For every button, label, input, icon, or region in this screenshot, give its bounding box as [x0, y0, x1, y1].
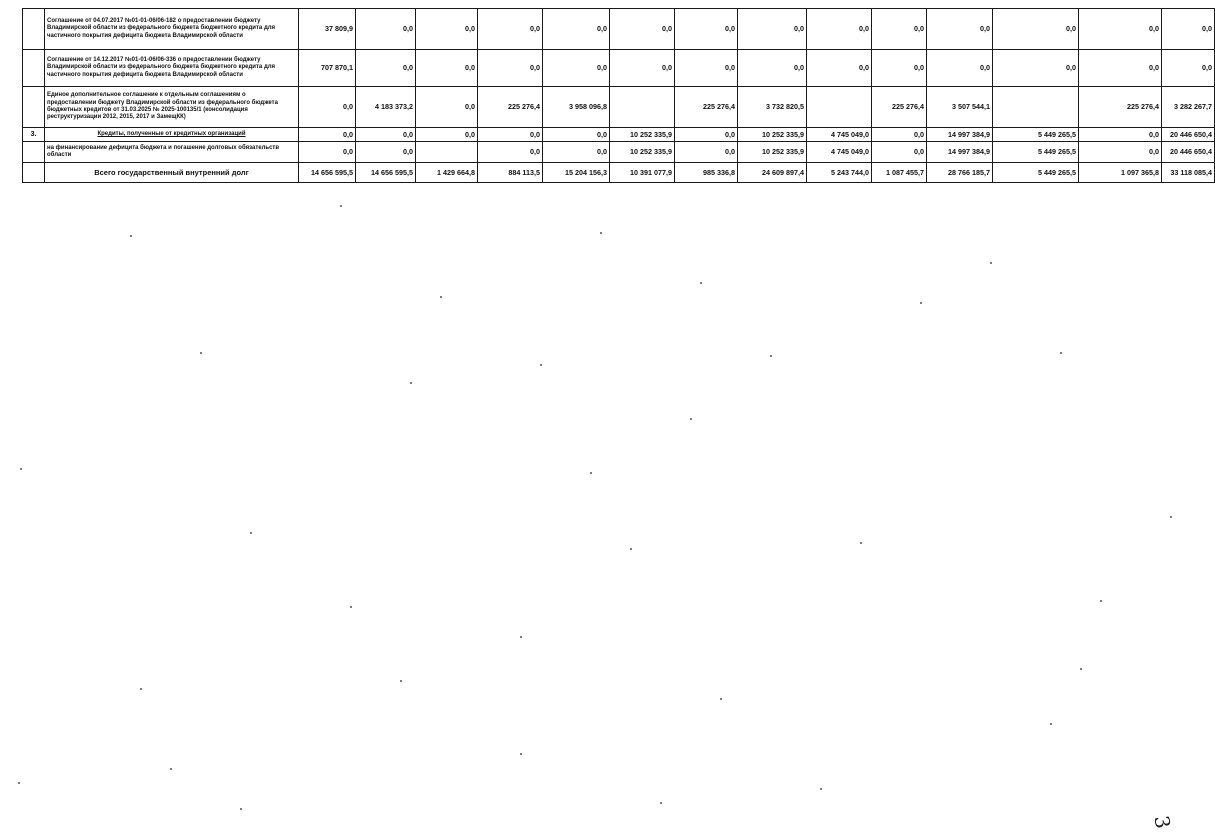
amount-cell: 0,0 [416, 9, 478, 50]
speck [630, 548, 632, 550]
speck [520, 753, 522, 755]
amount-cell: 0,0 [675, 142, 738, 163]
speck [690, 418, 692, 420]
speck [820, 788, 822, 790]
amount-cell: 0,0 [807, 50, 872, 87]
amount-cell: 0,0 [993, 9, 1079, 50]
amount-cell: 0,0 [738, 50, 807, 87]
amount-cell: 0,0 [356, 128, 416, 142]
amount-cell: 14 997 384,9 [927, 128, 993, 142]
amount-cell: 33 118 085,4 [1162, 163, 1215, 183]
amount-cell [993, 87, 1079, 128]
speck [200, 352, 202, 354]
speck [1170, 516, 1172, 518]
amount-cell: 15 204 156,3 [543, 163, 610, 183]
amount-cell: 0,0 [1079, 50, 1162, 87]
amount-cell: 5 449 265,5 [993, 163, 1079, 183]
amount-cell: 707 870,1 [299, 50, 356, 87]
amount-cell: 0,0 [478, 142, 543, 163]
amount-cell: 884 113,5 [478, 163, 543, 183]
speck [590, 472, 592, 474]
table-row [23, 87, 1215, 128]
amount-cell: 14 656 595,5 [299, 163, 356, 183]
row-description-cell: Соглашение от 14.12.2017 №01-01-06/06-336 о предоставлении бюджету Владимирской области из федерального бюджета бюджетного кредита для частичного покрытия дефицита бюджета Владимирской области [45, 50, 299, 87]
speck [660, 802, 662, 804]
amount-cell: 0,0 [1079, 9, 1162, 50]
amount-cell: 4 183 373,2 [356, 87, 416, 128]
amount-cell: 14 997 384,9 [927, 142, 993, 163]
amount-cell: 0,0 [610, 9, 675, 50]
amount-cell [807, 87, 872, 128]
speck [520, 636, 522, 638]
amount-cell: 0,0 [927, 50, 993, 87]
amount-cell: 0,0 [872, 142, 927, 163]
amount-cell: 0,0 [872, 9, 927, 50]
amount-cell: 985 336,8 [675, 163, 738, 183]
amount-cell: 1 429 664,8 [416, 163, 478, 183]
amount-cell: 0,0 [356, 9, 416, 50]
speck [400, 680, 402, 682]
amount-cell: 0,0 [356, 142, 416, 163]
row-index-cell [23, 87, 45, 128]
amount-cell: 0,0 [543, 128, 610, 142]
amount-cell: 0,0 [356, 50, 416, 87]
amount-cell: 0,0 [927, 9, 993, 50]
speck [130, 235, 132, 237]
speck [770, 355, 772, 357]
row-description-cell: Единое дополнительное соглашение к отдельным соглашениям о предоставлении бюджету Владимирской области из федерального бюджета бюджетных кредитов от 31.03.2025 № 2025-100135/1 (консолидация реструктуризации 2012, 2015, 2017 и ЗамещКК) [45, 87, 299, 128]
amount-cell: 10 252 335,9 [738, 142, 807, 163]
state-debt-table [22, 8, 1215, 183]
speck [20, 468, 22, 470]
speck [600, 232, 602, 234]
speck [410, 382, 412, 384]
row-description-cell: Соглашение от 04.07.2017 №01-01-06/06-182 о предоставлении бюджету Владимирской области из федерального бюджета бюджетного кредита для частичного покрытия дефицита бюджета Владимирской области [45, 9, 299, 50]
amount-cell: 20 446 650,4 [1162, 128, 1215, 142]
amount-cell: 225 276,4 [675, 87, 738, 128]
amount-cell: 5 449 265,5 [993, 128, 1079, 142]
amount-cell: 0,0 [543, 142, 610, 163]
amount-cell: 3 282 267,7 [1162, 87, 1215, 128]
amount-cell: 0,0 [416, 128, 478, 142]
amount-cell: 0,0 [1079, 128, 1162, 142]
table-row [23, 142, 1215, 163]
amount-cell: 3 507 544,1 [927, 87, 993, 128]
row-description-cell: на финансирование дефицита бюджета и погашение долговых обязательств области [45, 142, 299, 163]
amount-cell: 0,0 [478, 128, 543, 142]
amount-cell: 10 252 335,9 [610, 128, 675, 142]
speck [920, 302, 922, 304]
amount-cell: 0,0 [610, 50, 675, 87]
amount-cell: 225 276,4 [478, 87, 543, 128]
speck [340, 205, 342, 207]
table-row [23, 128, 1215, 142]
speck [1100, 600, 1102, 602]
amount-cell: 0,0 [675, 9, 738, 50]
amount-cell: 0,0 [416, 87, 478, 128]
amount-cell: 5 243 744,0 [807, 163, 872, 183]
speck [440, 296, 442, 298]
amount-cell: 1 087 455,7 [872, 163, 927, 183]
amount-cell: 0,0 [807, 9, 872, 50]
row-index-cell: 3. [23, 128, 45, 142]
row-index-cell [23, 9, 45, 50]
amount-cell: 10 252 335,9 [738, 128, 807, 142]
row-description-cell: Всего государственный внутренний долг [45, 163, 299, 183]
amount-cell: 4 745 049,0 [807, 142, 872, 163]
amount-cell: 0,0 [1162, 50, 1215, 87]
speck [250, 532, 252, 534]
amount-cell: 0,0 [1079, 142, 1162, 163]
speck [1080, 668, 1082, 670]
speck [140, 688, 142, 690]
amount-cell: 14 656 595,5 [356, 163, 416, 183]
amount-cell: 0,0 [478, 9, 543, 50]
amount-cell: 225 276,4 [1079, 87, 1162, 128]
amount-cell [416, 142, 478, 163]
speck [700, 282, 702, 284]
row-index-cell [23, 142, 45, 163]
speck [18, 782, 20, 784]
amount-cell: 37 809,9 [299, 9, 356, 50]
table-row [23, 50, 1215, 87]
amount-cell: 0,0 [872, 128, 927, 142]
amount-cell: 28 766 185,7 [927, 163, 993, 183]
speck [990, 262, 992, 264]
speck [350, 606, 352, 608]
amount-cell: 10 252 335,9 [610, 142, 675, 163]
speck [860, 542, 862, 544]
amount-cell: 0,0 [1162, 9, 1215, 50]
amount-cell: 0,0 [675, 50, 738, 87]
amount-cell: 0,0 [299, 128, 356, 142]
amount-cell: 0,0 [299, 87, 356, 128]
amount-cell [610, 87, 675, 128]
speck [720, 698, 722, 700]
row-index-cell [23, 163, 45, 183]
amount-cell: 5 449 265,5 [993, 142, 1079, 163]
amount-cell: 0,0 [543, 50, 610, 87]
amount-cell: 0,0 [872, 50, 927, 87]
amount-cell: 3 732 820,5 [738, 87, 807, 128]
page-number-mark: 3 [1149, 813, 1176, 831]
amount-cell: 20 446 650,4 [1162, 142, 1215, 163]
table-row [23, 163, 1215, 183]
speck [540, 364, 542, 366]
speck [1050, 723, 1052, 725]
amount-cell: 3 958 096,8 [543, 87, 610, 128]
amount-cell: 24 609 897,4 [738, 163, 807, 183]
amount-cell: 0,0 [416, 50, 478, 87]
speck [170, 768, 172, 770]
amount-cell: 0,0 [543, 9, 610, 50]
speck [240, 808, 242, 810]
table-row [23, 9, 1215, 50]
amount-cell: 10 391 077,9 [610, 163, 675, 183]
amount-cell: 0,0 [993, 50, 1079, 87]
amount-cell: 0,0 [299, 142, 356, 163]
amount-cell: 0,0 [738, 9, 807, 50]
amount-cell: 1 097 365,8 [1079, 163, 1162, 183]
row-index-cell [23, 50, 45, 87]
amount-cell: 0,0 [478, 50, 543, 87]
speck [1060, 352, 1062, 354]
row-description-cell: Кредиты, полученные от кредитных организаций [45, 128, 299, 142]
amount-cell: 4 745 049,0 [807, 128, 872, 142]
amount-cell: 225 276,4 [872, 87, 927, 128]
amount-cell: 0,0 [675, 128, 738, 142]
